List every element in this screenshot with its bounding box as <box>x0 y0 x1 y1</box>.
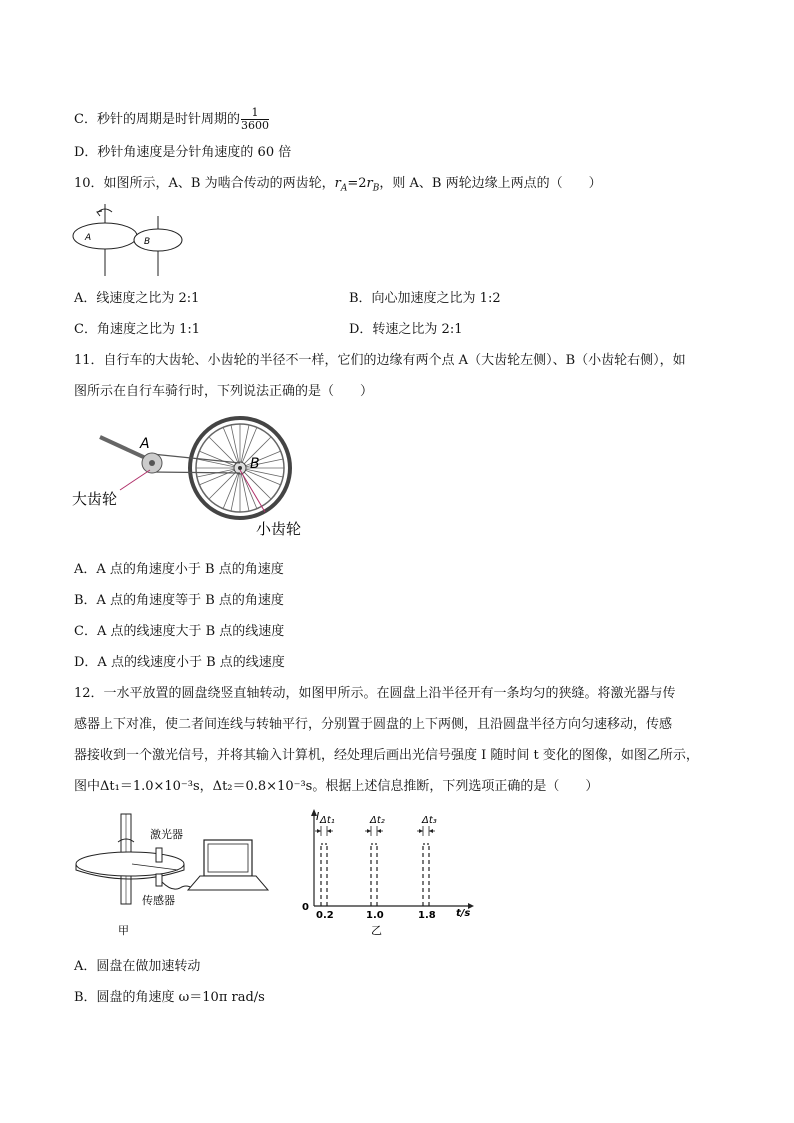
q11-stem-line2: 图所示在自行车骑行时，下列说法正确的是（ ） <box>74 384 374 399</box>
q11-option-d[interactable]: D．A 点的线速度小于 B 点的线速度 <box>74 655 285 670</box>
q10-radius-symbol: r <box>334 176 341 191</box>
q12-figure-jia-label: 甲 <box>118 924 129 937</box>
q10-radius-sub: A <box>340 183 348 194</box>
q12-figure-yi-label: 乙 <box>371 924 382 937</box>
q11-option-c[interactable]: C．A 点的线速度大于 B 点的线速度 <box>74 624 285 639</box>
q10-option-d[interactable]: D．转速之比为 2:1 <box>349 322 463 337</box>
graph-tick-label: 1.0 <box>366 910 384 921</box>
q12-stem-line1: 12．一水平放置的圆盘绕竖直轴转动，如图甲所示。在圆盘上沿半径开有一条均匀的狭缝。将激光器与传 <box>74 686 676 701</box>
pulse-2 <box>365 815 385 906</box>
graph-dt2-label: Δt₂ <box>370 815 385 826</box>
q9-option-c-text: C．秒针的周期是时针周期的 <box>74 112 240 127</box>
q10-gear-label-b: B <box>144 237 151 247</box>
q12-option-a[interactable]: A．圆盘在做加速转动 <box>74 959 201 974</box>
q11-small-gear-label: 小齿轮 <box>256 520 302 538</box>
q10-stem-part: 10．如图所示，A、B 为啮合传动的两齿轮， <box>74 176 335 191</box>
q11-bicycle-figure <box>70 412 330 542</box>
q12-laser-label: 激光器 <box>150 828 183 841</box>
graph-dt3-label: Δt₃ <box>422 815 437 826</box>
graph-x-label: t/s <box>456 908 471 919</box>
graph-y-label: I <box>316 810 320 823</box>
q10-radius-symbol: r <box>366 176 373 191</box>
q11-stem-line1: 11．自行车的大齿轮、小齿轮的半径不一样，它们的边缘有两个点 A（大齿轮左侧）、B（小齿轮右侧），如 <box>74 353 686 368</box>
graph-tick-label: 1.8 <box>418 910 436 921</box>
q11-point-label-b: B <box>250 456 260 472</box>
graph-origin-label: 0 <box>302 902 309 913</box>
q10-stem-part: ，则 A、B 两轮边缘上两点的（ ） <box>379 176 602 191</box>
q10-option-a[interactable]: A．线速度之比为 2:1 <box>74 291 200 306</box>
fraction <box>241 107 269 132</box>
q10-gears-figure <box>70 202 190 278</box>
q12-apparatus-figure <box>72 812 282 942</box>
graph-dt1-label: Δt₁ <box>320 815 335 826</box>
q9-option-c <box>74 107 269 132</box>
q12-signal-graph <box>296 806 486 940</box>
q11-option-a[interactable]: A．A 点的角速度小于 B 点的角速度 <box>74 562 284 577</box>
q9-option-d: D．秒针角速度是分针角速度的 60 倍 <box>74 145 292 160</box>
pulse-3 <box>417 815 437 906</box>
q10-stem-eq: =2 <box>347 176 367 191</box>
q10-stem <box>74 175 602 198</box>
q12-option-b[interactable]: B．圆盘的角速度 ω＝10π rad/s <box>74 990 265 1005</box>
pulse-1 <box>315 815 335 906</box>
q11-big-gear-label: 大齿轮 <box>72 490 118 508</box>
q12-stem-line3: 器接收到一个激光信号，并将其输入计算机，经处理后画出光信号强度 I 随时间 t 变化的图像，如图乙所示， <box>74 748 699 763</box>
graph-tick-label: 0.2 <box>316 910 334 921</box>
q10-gear-label-a: A <box>85 233 92 243</box>
q11-point-label-a: A <box>140 436 150 452</box>
q10-option-c[interactable]: C．角速度之比为 1:1 <box>74 322 201 337</box>
q12-sensor-label: 传感器 <box>142 894 175 907</box>
q10-option-b[interactable]: B．向心加速度之比为 1:2 <box>349 291 501 306</box>
q12-stem-line2: 感器上下对准，使二者间连线与转轴平行，分别置于圆盘的上下两侧，且沿圆盘半径方向匀速移动，传感 <box>74 717 673 732</box>
q12-stem-line4: 图中Δt₁＝1.0×10⁻³s，Δt₂＝0.8×10⁻³s。根据上述信息推断，下列选项正确的是（ ） <box>74 779 599 794</box>
q10-radius-sub: B <box>372 183 380 194</box>
fraction-denominator: 3600 <box>240 119 269 132</box>
q11-option-b[interactable]: B．A 点的角速度等于 B 点的角速度 <box>74 593 284 608</box>
fraction-numerator: 1 <box>241 107 269 120</box>
